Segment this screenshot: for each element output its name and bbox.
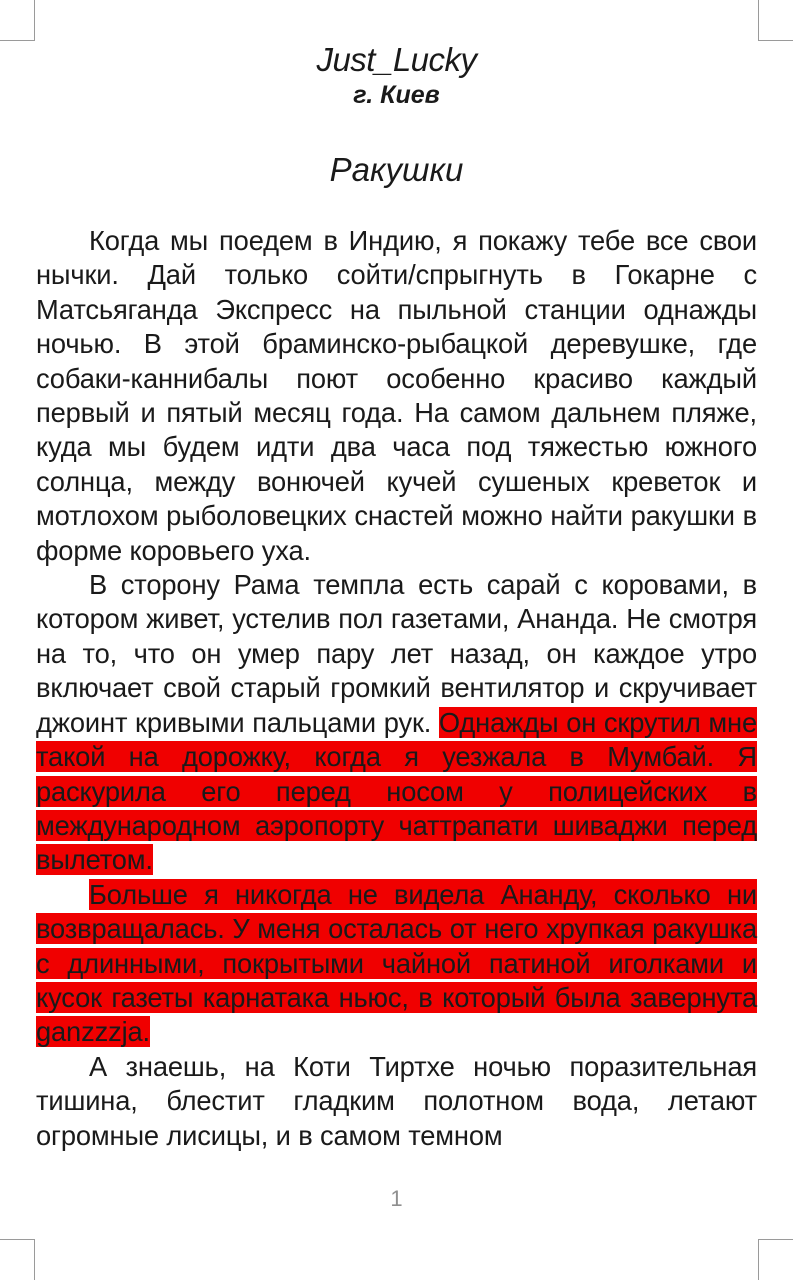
crop-mark-top-left: [0, 0, 35, 41]
paragraph-text: В сторону Рама темпла есть сарай с коровами, в котором живет, устелив пол газетами, Ананда. Не смотря на то, что он умер пару лет назад, он каждое утро включает свой старый громкий вентилятор и скручивает джоинт кривыми пальцами рук.: [36, 569, 757, 738]
highlighted-text[interactable]: Больше я никогда не видела Ананду, сколько ни возвращалась. У меня осталась от него хрупкая ракушка с длинными, покрытыми чайной патиной иголками и кусок газеты карнатака ньюс, в который была завернута ganzzzja.: [36, 878, 757, 1048]
crop-mark-top-right: [758, 0, 793, 41]
paragraph-2: [36, 568, 757, 878]
author-name: Just_Lucky: [316, 41, 477, 78]
author-city: г. Киев: [353, 81, 440, 109]
paragraph-4: [36, 1050, 757, 1153]
document-page: [36, 40, 757, 1153]
paragraph-text: А знаешь, на Коти Тиртхе ночью поразительная тишина, блестит гладким полотном вода, летают огромные лисицы, и в самом темном: [36, 1050, 757, 1151]
highlighted-text[interactable]: Однажды он скрутил мне такой на дорожку, когда я уезжала в Мумбай. Я раскурила его перед носом у полицейских в международном аэропорту чаттрапати шиваджи перед вылетом.: [36, 706, 757, 876]
story-title: Ракушки: [329, 151, 464, 188]
crop-mark-bottom-right: [758, 1239, 793, 1280]
page-number: 1: [390, 1186, 403, 1211]
crop-mark-bottom-left: [0, 1239, 35, 1280]
paragraph-3: [36, 878, 757, 1050]
paragraph-1: [36, 224, 757, 568]
paragraph-text: Когда мы поедем в Индию, я покажу тебе все свои нычки. Дай только сойти/спрыгнуть в Гокарне с Матсьяганда Экспресс на пыльной станции однажды ночью. В этой браминско-рыбацкой деревушке, где собаки-каннибалы поют особенно красиво каждый первый и пятый месяц года. На самом дальнем пляже, куда мы будем идти два часа под тяжестью южного солнца, между вонючей кучей сушеных креветок и мотлохом рыболовецких снастей можно найти ракушки в форме коровьего уха.: [36, 225, 757, 566]
